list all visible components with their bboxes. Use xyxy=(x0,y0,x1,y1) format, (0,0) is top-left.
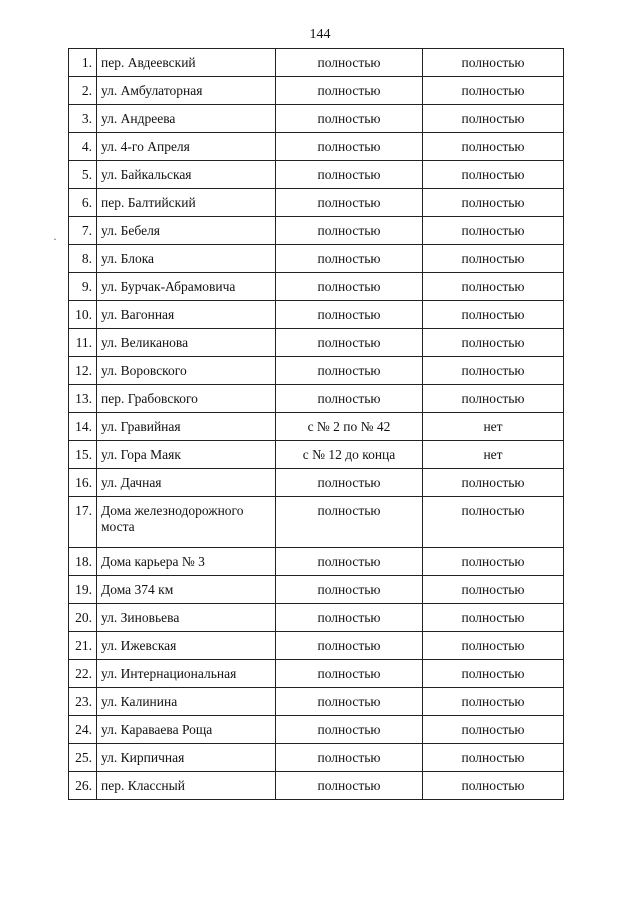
coverage-a: полностью xyxy=(276,273,423,301)
row-number: 18. xyxy=(69,548,97,576)
row-number: 5. xyxy=(69,161,97,189)
coverage-b: полностью xyxy=(423,604,564,632)
coverage-a: полностью xyxy=(276,385,423,413)
street-name: Дома карьера № 3 xyxy=(97,548,276,576)
coverage-b: полностью xyxy=(423,77,564,105)
row-number: 14. xyxy=(69,413,97,441)
coverage-b: полностью xyxy=(423,357,564,385)
coverage-a: с № 2 по № 42 xyxy=(276,413,423,441)
table-row xyxy=(69,329,564,357)
table-row xyxy=(69,133,564,161)
table-row xyxy=(69,273,564,301)
row-number: 17. xyxy=(69,497,97,548)
table-row xyxy=(69,688,564,716)
table-row xyxy=(69,469,564,497)
table-row xyxy=(69,441,564,469)
street-name: ул. Зиновьева xyxy=(97,604,276,632)
row-number: 22. xyxy=(69,660,97,688)
street-name: ул. Амбулаторная xyxy=(97,77,276,105)
street-name: ул. Великанова xyxy=(97,329,276,357)
coverage-a: полностью xyxy=(276,660,423,688)
coverage-b: полностью xyxy=(423,772,564,800)
row-number: 10. xyxy=(69,301,97,329)
street-name: ул. Воровского xyxy=(97,357,276,385)
street-name: ул. 4-го Апреля xyxy=(97,133,276,161)
coverage-a: полностью xyxy=(276,632,423,660)
coverage-b: полностью xyxy=(423,329,564,357)
row-number: 7. xyxy=(69,217,97,245)
coverage-a: полностью xyxy=(276,49,423,77)
row-number: 13. xyxy=(69,385,97,413)
street-name: ул. Гравийная xyxy=(97,413,276,441)
row-number: 15. xyxy=(69,441,97,469)
table-row xyxy=(69,497,564,548)
table-row xyxy=(69,301,564,329)
table-row xyxy=(69,357,564,385)
table-row xyxy=(69,161,564,189)
coverage-a: полностью xyxy=(276,217,423,245)
row-number: 6. xyxy=(69,189,97,217)
table-row xyxy=(69,744,564,772)
street-name: ул. Вагонная xyxy=(97,301,276,329)
street-name: ул. Кирпичная xyxy=(97,744,276,772)
street-name: ул. Гора Маяк xyxy=(97,441,276,469)
coverage-b: полностью xyxy=(423,469,564,497)
coverage-b: полностью xyxy=(423,301,564,329)
row-number: 24. xyxy=(69,716,97,744)
table-row xyxy=(69,772,564,800)
table-row xyxy=(69,716,564,744)
coverage-a: полностью xyxy=(276,189,423,217)
street-name: ул. Бебеля xyxy=(97,217,276,245)
street-name: ул. Байкальская xyxy=(97,161,276,189)
street-name: пер. Балтийский xyxy=(97,189,276,217)
coverage-b: полностью xyxy=(423,133,564,161)
street-name: ул. Андреева xyxy=(97,105,276,133)
page-number: 144 xyxy=(309,27,331,42)
table-row xyxy=(69,245,564,273)
coverage-b: полностью xyxy=(423,548,564,576)
coverage-a: полностью xyxy=(276,133,423,161)
street-name: ул. Калинина xyxy=(97,688,276,716)
coverage-a: полностью xyxy=(276,105,423,133)
table-row xyxy=(69,217,564,245)
table-row xyxy=(69,660,564,688)
row-number: 25. xyxy=(69,744,97,772)
coverage-a: полностью xyxy=(276,604,423,632)
table-row xyxy=(69,49,564,77)
coverage-b: полностью xyxy=(423,49,564,77)
street-name: ул. Ижевская xyxy=(97,632,276,660)
table-row xyxy=(69,105,564,133)
row-number: 9. xyxy=(69,273,97,301)
coverage-b: полностью xyxy=(423,245,564,273)
coverage-b: полностью xyxy=(423,161,564,189)
row-number: 4. xyxy=(69,133,97,161)
coverage-b: полностью xyxy=(423,716,564,744)
table-row xyxy=(69,413,564,441)
street-name: пер. Авдеевский xyxy=(97,49,276,77)
coverage-a: полностью xyxy=(276,329,423,357)
coverage-a: полностью xyxy=(276,548,423,576)
coverage-b: полностью xyxy=(423,273,564,301)
street-name: пер. Классный xyxy=(97,772,276,800)
coverage-b: нет xyxy=(423,441,564,469)
table-row xyxy=(69,576,564,604)
street-name: ул. Блока xyxy=(97,245,276,273)
table-row xyxy=(69,632,564,660)
row-number: 11. xyxy=(69,329,97,357)
coverage-a: полностью xyxy=(276,688,423,716)
street-table-body xyxy=(69,49,564,800)
coverage-a: полностью xyxy=(276,469,423,497)
coverage-b: полностью xyxy=(423,660,564,688)
row-number: 20. xyxy=(69,604,97,632)
row-number: 8. xyxy=(69,245,97,273)
row-number: 16. xyxy=(69,469,97,497)
row-number: 19. xyxy=(69,576,97,604)
table-row xyxy=(69,385,564,413)
street-name: Дома железнодорожного моста xyxy=(97,497,276,548)
coverage-b: полностью xyxy=(423,217,564,245)
table-row xyxy=(69,77,564,105)
coverage-a: полностью xyxy=(276,161,423,189)
table-row xyxy=(69,189,564,217)
coverage-b: полностью xyxy=(423,744,564,772)
coverage-b: полностью xyxy=(423,688,564,716)
coverage-b: полностью xyxy=(423,632,564,660)
coverage-a: с № 12 до конца xyxy=(276,441,423,469)
margin-mark: · xyxy=(53,232,57,246)
coverage-a: полностью xyxy=(276,772,423,800)
table-row xyxy=(69,604,564,632)
coverage-b: полностью xyxy=(423,576,564,604)
coverage-a: полностью xyxy=(276,744,423,772)
row-number: 12. xyxy=(69,357,97,385)
row-number: 26. xyxy=(69,772,97,800)
street-name: ул. Караваева Роща xyxy=(97,716,276,744)
coverage-a: полностью xyxy=(276,576,423,604)
row-number: 21. xyxy=(69,632,97,660)
street-table xyxy=(68,48,564,800)
coverage-b: полностью xyxy=(423,497,564,548)
coverage-a: полностью xyxy=(276,301,423,329)
coverage-b: полностью xyxy=(423,105,564,133)
street-name: ул. Бурчак-Абрамовича xyxy=(97,273,276,301)
street-name: пер. Грабовского xyxy=(97,385,276,413)
street-name: ул. Дачная xyxy=(97,469,276,497)
coverage-a: полностью xyxy=(276,77,423,105)
coverage-b: полностью xyxy=(423,385,564,413)
coverage-a: полностью xyxy=(276,245,423,273)
street-name: ул. Интернациональная xyxy=(97,660,276,688)
coverage-a: полностью xyxy=(276,497,423,548)
coverage-a: полностью xyxy=(276,357,423,385)
street-name: Дома 374 км xyxy=(97,576,276,604)
row-number: 1. xyxy=(69,49,97,77)
row-number: 3. xyxy=(69,105,97,133)
coverage-a: полностью xyxy=(276,716,423,744)
table-row xyxy=(69,548,564,576)
coverage-b: нет xyxy=(423,413,564,441)
coverage-b: полностью xyxy=(423,189,564,217)
row-number: 2. xyxy=(69,77,97,105)
row-number: 23. xyxy=(69,688,97,716)
